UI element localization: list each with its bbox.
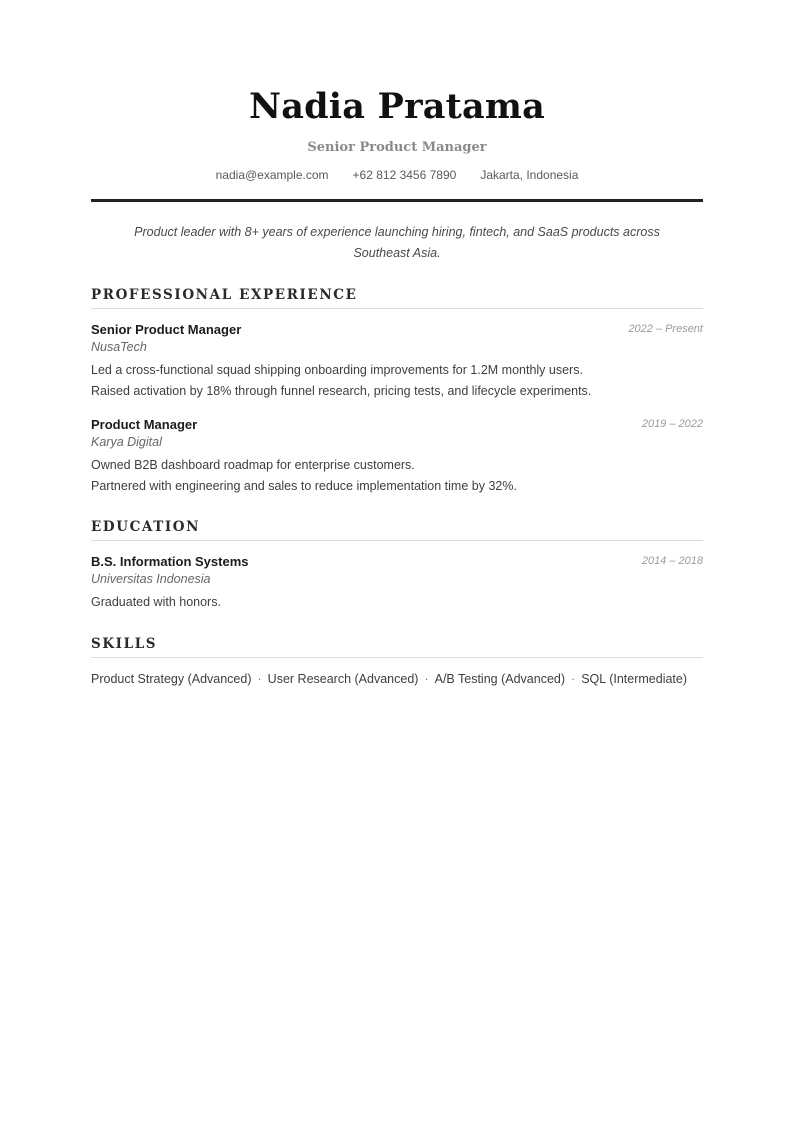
company-name: NusaTech: [91, 340, 147, 354]
highlight-item: Partnered with engineering and sales to reduce implementation time by 32%.: [91, 478, 517, 493]
experience-entry: [91, 416, 703, 496]
school-name: Universitas Indonesia: [91, 572, 211, 586]
section-title-experience: PROFESSIONAL EXPERIENCE: [91, 287, 703, 309]
job-title: Senior Product Manager: [91, 322, 242, 337]
skill-item: SQL (Intermediate): [581, 671, 688, 686]
job-highlights: [91, 360, 703, 401]
candidate-headline: Senior Product Manager: [307, 140, 487, 155]
highlight-item: Led a cross-functional squad shipping onboarding improvements for 1.2M monthly users.: [91, 363, 583, 377]
contact-email: nadia@example.com: [215, 168, 329, 182]
highlight-item: Raised activation by 18% through funnel research, pricing tests, and lifecycle experiments.: [91, 383, 592, 398]
education-dates: 2014 – 2018: [641, 555, 703, 567]
profile-summary: Product leader with 8+ years of experience launching hiring, fintech, and SaaS products across Southeast Asia.: [134, 225, 660, 260]
job-dates: 2019 – 2022: [641, 418, 703, 430]
company-name: Karya Digital: [91, 435, 162, 449]
skills-section: [91, 636, 703, 691]
education-entry: [91, 553, 703, 613]
education-section: [91, 519, 703, 613]
resume-page: [91, 86, 703, 691]
contact-info: [91, 167, 703, 183]
experience-entry: [91, 321, 703, 401]
skill-separator: ·: [257, 671, 262, 686]
candidate-name: Nadia Pratama: [249, 86, 545, 127]
highlight-item: Graduated with honors.: [91, 595, 221, 609]
skills-list: [91, 667, 703, 691]
highlight-item: Owned B2B dashboard roadmap for enterprise customers.: [91, 458, 415, 472]
skill-item: A/B Testing (Advanced): [434, 671, 566, 686]
job-dates: 2022 – Present: [628, 323, 703, 335]
experience-section: [91, 287, 703, 496]
section-title-education: EDUCATION: [91, 519, 703, 541]
job-highlights: [91, 455, 703, 496]
section-title-skills: SKILLS: [91, 636, 703, 658]
skill-item: Product Strategy (Advanced): [91, 671, 252, 686]
degree-title: B.S. Information Systems: [91, 554, 249, 569]
skill-item: User Research (Advanced): [267, 671, 419, 686]
education-highlights: [91, 592, 703, 613]
contact-phone: +62 812 3456 7890: [352, 168, 457, 182]
job-title: Product Manager: [91, 417, 198, 432]
skill-separator: ·: [571, 671, 576, 686]
header-divider: [91, 199, 703, 202]
skill-separator: ·: [424, 671, 429, 686]
contact-location: Jakarta, Indonesia: [480, 168, 579, 182]
